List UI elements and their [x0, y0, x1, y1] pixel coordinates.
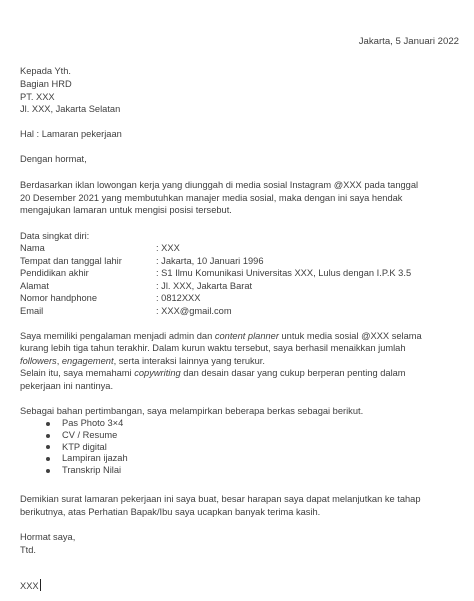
recipient-line-1: Kepada Yth.: [20, 66, 72, 76]
list-item: [46, 442, 128, 454]
personal-value: : Jl. XXX, Jakarta Barat: [156, 280, 253, 291]
signature-name-field[interactable]: [20, 579, 41, 593]
attachments-list: [46, 418, 128, 477]
list-item-text: Pas Photo 3×4: [62, 418, 124, 428]
personal-label: Alamat: [20, 280, 49, 291]
list-item-text: Lampiran ijazah: [62, 453, 128, 464]
attachments-intro: Sebagai bahan pertimbangan, saya melampirkan beberapa berkas sebagai berikut.: [20, 406, 364, 416]
bullet-icon: [46, 457, 50, 461]
experience-line-5: pekerjaan ini nantinya.: [20, 381, 114, 391]
data-title: Data singkat diri:: [20, 231, 90, 241]
personal-label: Email: [20, 305, 44, 316]
list-item-text: Transkrip Nilai: [62, 465, 122, 476]
italic-term: followers: [20, 356, 57, 366]
text-run: dan desain dasar yang cukup berperan penting dalam: [180, 368, 406, 378]
list-item-text: CV / Resume: [62, 429, 118, 440]
list-item: [46, 465, 128, 477]
text-cursor: [40, 579, 41, 591]
subject-line: Hal : Lamaran pekerjaan: [20, 129, 122, 139]
personal-label: Tempat dan tanggal lahir: [20, 255, 122, 266]
personal-value: : XXX: [156, 243, 180, 253]
personal-row: [20, 293, 411, 305]
personal-value: : Jakarta, 10 Januari 1996: [156, 255, 264, 266]
text-run: , serta interaksi lainnya yang terukur.: [113, 356, 265, 366]
ttd-label: Ttd.: [20, 545, 37, 555]
text-run: Selain itu, saya memahami: [20, 368, 135, 378]
experience-line-2: kurang lebih tiga tahun terakhir. Dalam kurun waktu tersebut, saya berhasil menaikkan jumlah: [20, 343, 406, 353]
text-run: ,: [56, 356, 62, 366]
experience-line-1: [20, 331, 422, 343]
personal-value: : 0812XXX: [156, 293, 201, 303]
recipient-line-3: PT. XXX: [20, 92, 55, 102]
personal-row: [20, 306, 411, 318]
opening-line-3: mengajukan lamaran untuk mengisi posisi tersebut.: [20, 205, 232, 215]
signature-name: XXX: [20, 581, 39, 591]
list-item: [46, 453, 128, 465]
recipient-line-4: Jl. XXX, Jakarta Selatan: [20, 104, 121, 114]
recipient-line-2: Bagian HRD: [20, 79, 72, 89]
list-item: [46, 430, 128, 442]
letter-date: Jakarta, 5 Januari 2022: [358, 36, 459, 47]
text-run: Saya memiliki pengalaman menjadi admin dan: [20, 331, 215, 341]
italic-term: engagement: [61, 356, 114, 366]
personal-value: : XXX@gmail.com: [156, 305, 232, 316]
personal-row: [20, 268, 411, 280]
personal-row: [20, 256, 411, 268]
text-run: untuk media sosial @XXX selama: [278, 331, 422, 341]
signoff: Hormat saya,: [20, 532, 76, 542]
personal-row: [20, 243, 411, 255]
list-item-text: KTP digital: [62, 441, 107, 452]
experience-line-4: [20, 368, 406, 380]
bullet-icon: [46, 434, 50, 438]
personal-label: Nama: [20, 243, 45, 253]
closing-line-1: Demikian surat lamaran pekerjaan ini saya buat, besar harapan saya dapat melanjutkan ke tahap: [20, 494, 421, 504]
bullet-icon: [46, 445, 50, 449]
opening-line-1: Berdasarkan iklan lowongan kerja yang diunggah di media sosial Instagram @XXX pada tanggal: [20, 180, 419, 190]
personal-row: [20, 281, 411, 293]
personal-label: Nomor handphone: [20, 293, 98, 303]
italic-term: copywriting: [134, 368, 181, 378]
personal-value: : S1 Ilmu Komunikasi Universitas XXX, Lulus dengan I.P.K 3.5: [156, 268, 412, 278]
personal-data-list: [20, 243, 411, 317]
closing-line-2: berikutnya, atas Perhatian Bapak/Ibu saya ucapkan banyak terima kasih.: [20, 507, 321, 517]
personal-label: Pendidikan akhir: [20, 268, 89, 278]
bullet-icon: [46, 422, 50, 426]
italic-term: content planner: [214, 331, 279, 341]
list-item: [46, 418, 128, 430]
experience-line-3: [20, 356, 265, 368]
opening-line-2: 20 Desember 2021 yang membutuhkan manajer media sosial, maka dengan ini saya hendak: [20, 193, 403, 203]
bullet-icon: [46, 469, 50, 473]
greeting: Dengan hormat,: [20, 154, 87, 164]
